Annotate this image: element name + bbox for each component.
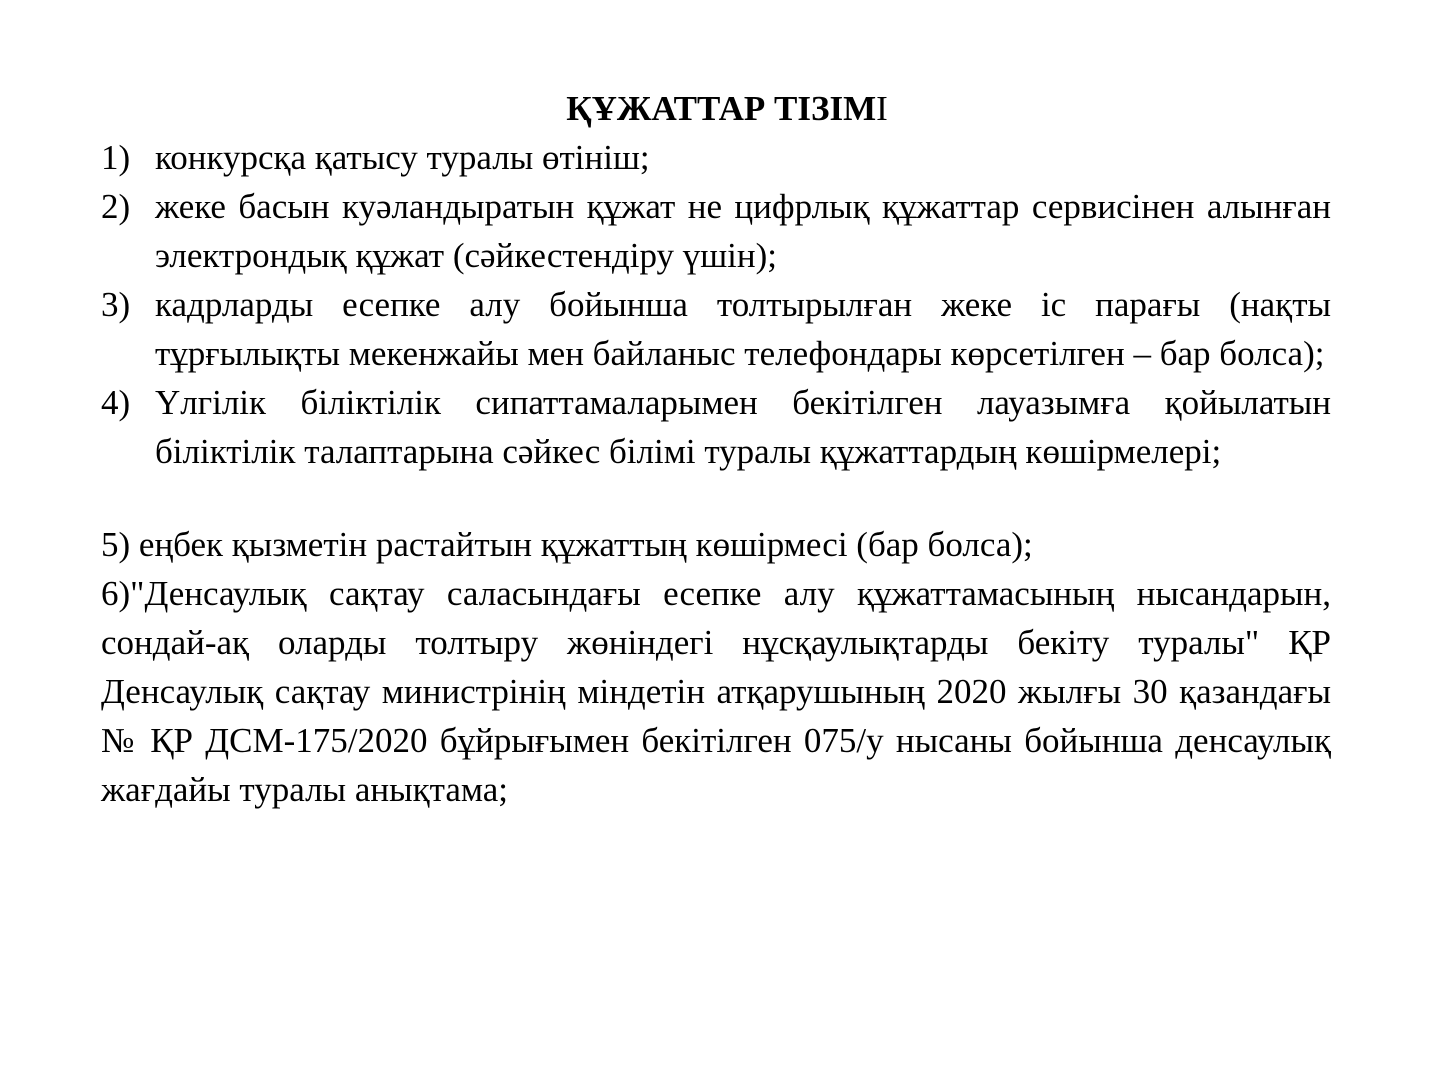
list-item-text: жеке басын куәландыратын құжат не цифрлық құжаттар сервисінен алынған электрондық құжат (сәйкестендіру үшін); <box>155 187 1331 275</box>
list-item <box>101 182 1331 280</box>
item-5-paragraph: 5) еңбек қызметін растайтын құжаттың көшірмесі (бар болса); <box>101 525 1033 564</box>
documents-list <box>101 133 1331 476</box>
list-item-text: Үлгілік біліктілік сипаттамаларымен бекітілген лауазымға қойылатын біліктілік талаптарына сәйкес білімі туралы құжаттардың көшірмелері; <box>155 383 1331 471</box>
list-item <box>101 133 1331 182</box>
title-main: ҚҰЖАТТАР ТІЗІМ <box>566 89 877 128</box>
document-title <box>101 84 1331 133</box>
list-item-number: 1) <box>101 138 131 177</box>
list-item-text: конкурсқа қатысу туралы өтініш; <box>155 138 650 177</box>
title-tail: І <box>876 89 888 128</box>
item-6-paragraph: 6)"Денсаулық сақтау саласындағы есепке алу құжаттамасының нысандарын, сондай-ақ оларды толтыру жөніндегі нұсқаулықтарды бекіту туралы" ҚР Денсаулық сақтау министрінің міндетін атқарушының 2020 жылғы 30 қазандағы № ҚР ДСМ-175/2020 бұйрығымен бекітілген 075/у нысаны бойынша денсаулық жағдайы туралы анықтама; <box>101 574 1331 809</box>
list-item-number: 3) <box>101 285 131 324</box>
list-item <box>101 378 1331 476</box>
list-item-number: 4) <box>101 383 131 422</box>
list-item-text: кадрларды есепке алу бойынша толтырылған жеке іс парағы (нақты тұрғылықты мекенжайы мен байланыс телефондары көрсетілген – бар болса); <box>155 285 1331 373</box>
paragraph-spacer <box>101 476 1331 520</box>
document-page <box>101 84 1331 814</box>
list-item <box>101 280 1331 378</box>
list-item-number: 2) <box>101 187 131 226</box>
